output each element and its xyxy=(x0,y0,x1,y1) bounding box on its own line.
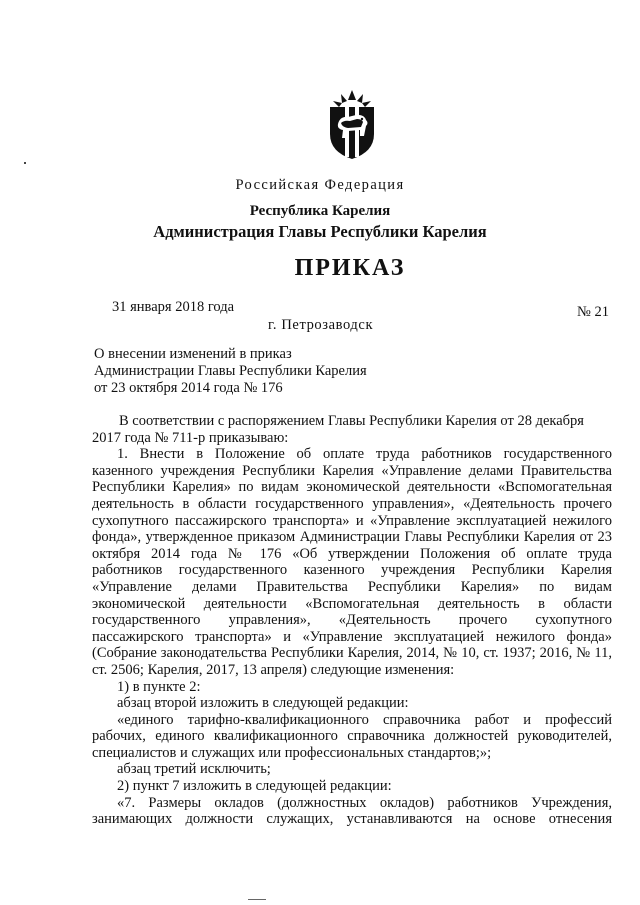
body-line: «единого тарифно-квалификационного справочника работ и профессий xyxy=(117,711,612,728)
subject-line: от 23 октября 2014 года № 176 xyxy=(94,380,283,396)
document-date: 31 января 2018 года xyxy=(112,299,235,315)
body-line: специалистов и служащих или профессиональных стандартов;»; xyxy=(92,744,492,761)
body-line: «7. Размеры окладов (должностных окладов) работников Учреждения, xyxy=(117,794,612,811)
body-line: занимающих должности служащих, устанавливаются на основе отнесения xyxy=(92,811,612,828)
document-type-title: ПРИКАЗ xyxy=(294,255,406,281)
body-line: 1. Внести в Положение об оплате труда работников государственного xyxy=(117,446,612,463)
scan-mark xyxy=(248,899,266,900)
body-line: работников государственного казенного учреждения Республики Карелия xyxy=(92,562,612,579)
document-body xyxy=(92,413,612,828)
document-city: г. Петрозаводск xyxy=(268,317,374,333)
body-line: рабочих, единого квалификационного справочника должностей руководителей, xyxy=(92,728,612,745)
karelia-coat-of-arms-icon xyxy=(326,90,378,160)
body-line: абзац второй изложить в следующей редакции: xyxy=(117,695,409,712)
body-line: «Управление делами Правительства Республики Карелия» по видам xyxy=(92,578,612,595)
body-line: 2017 года № 711-р приказываю: xyxy=(92,429,289,446)
body-line: пассажирского транспорта» и «Управление эксплуатацией нежилого фонда» xyxy=(92,628,612,645)
body-line: абзац третий исключить; xyxy=(117,761,271,778)
body-line: экономической деятельности «Вспомогательная деятельность в области xyxy=(92,595,612,612)
subject-line: Администрации Главы Республики Карелия xyxy=(94,363,367,379)
document-number: № 21 xyxy=(577,304,609,320)
body-line: 2) пункт 7 изложить в следующей редакции: xyxy=(117,778,392,795)
federation-heading: Российская Федерация xyxy=(235,177,405,193)
document-subject xyxy=(94,346,367,397)
body-line: ст. 2506; Карелия, 2017, 13 апреля) следующие изменения: xyxy=(92,661,455,678)
republic-heading: Республика Карелия xyxy=(249,203,391,219)
body-line: деятельность в области государственного управления», «Деятельность прочего xyxy=(92,495,612,512)
body-line: Республики Карелия» по видам экономической деятельности «Вспомогательная xyxy=(92,479,612,496)
subject-line: О внесении изменений в приказ xyxy=(94,346,292,362)
administration-heading: Администрация Главы Республики Карелия xyxy=(153,222,487,241)
body-line: 1) в пункте 2: xyxy=(117,678,201,695)
scan-speck xyxy=(24,162,26,164)
body-line: сухопутного пассажирского транспорта» и «Управление эксплуатацией нежилого xyxy=(92,512,612,529)
body-line: фонда», утвержденное приказом Администрации Главы Республики Карелия от 23 xyxy=(92,529,612,546)
body-line: октября 2014 года № 176 «Об утверждении Положения об оплате труда xyxy=(92,545,612,562)
body-line: государственного управления», «Деятельность прочего сухопутного xyxy=(92,612,612,629)
body-line: (Собрание законодательства Республики Карелия, 2014, № 10, ст. 1937; 2016, № 11, xyxy=(92,645,612,662)
body-line: В соответствии с распоряжением Главы Республики Карелия от 28 декабря xyxy=(119,413,584,429)
body-line: казенного учреждения Республики Карелия «Управление делами Правительства xyxy=(92,462,612,479)
